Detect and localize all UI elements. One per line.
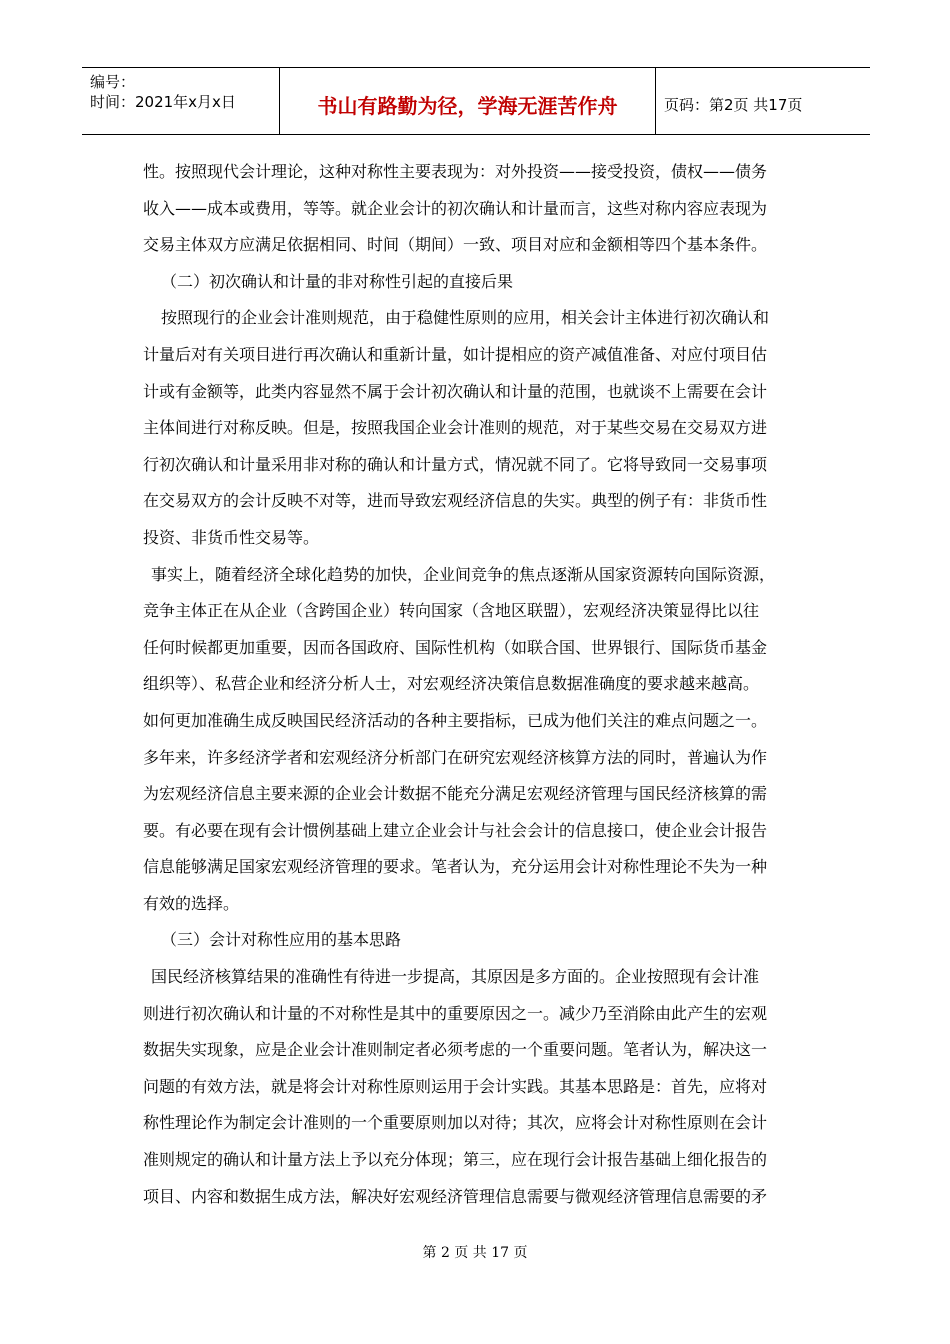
body-line: 数据失实现象，应是企业会计准则制定者必须考虑的一个重要问题。笔者认为，解决这一 — [143, 1040, 768, 1060]
body-line: 项目、内容和数据生成方法，解决好宏观经济管理信息需要与微观经济管理信息需要的矛 — [143, 1186, 768, 1206]
footer-page-number: 第 2 页 共 17 页 — [422, 1245, 528, 1261]
section-heading: （三）会计对称性应用的基本思路 — [161, 930, 402, 950]
body-line: 按照现行的企业会计准则规范，由于稳健性原则的应用，相关会计主体进行初次确认和 — [161, 308, 770, 328]
body-line: 如何更加准确生成反映国民经济活动的各种主要指标，已成为他们关注的难点问题之一。 — [143, 710, 768, 730]
body-line: 计或有金额等，此类内容显然不属于会计初次确认和计量的范围，也就谈不上需要在会计 — [143, 381, 768, 401]
body-line: 国民经济核算结果的准确性有待进一步提高，其原因是多方面的。企业按照现有会计准 — [151, 967, 760, 987]
body-line: 主体间进行对称反映。但是，按照我国企业会计准则的规范，对于某些交易在交易双方进 — [143, 418, 768, 438]
header-meta-cell — [82, 68, 280, 134]
body-line: 称性理论作为制定会计准则的一个重要原则加以对待；其次，应将会计对称性原则在会计 — [143, 1113, 768, 1133]
section-heading: （二）初次确认和计量的非对称性引起的直接后果 — [161, 271, 514, 291]
body-line: 为宏观经济信息主要来源的企业会计数据不能充分满足宏观经济管理与国民经济核算的需 — [143, 784, 768, 804]
page-footer — [0, 1242, 950, 1262]
header-page-cell — [656, 68, 870, 134]
date-label: 时间：2021年x月x日 — [90, 93, 236, 111]
body-line: 要。有必要在现有会计惯例基础上建立企业会计与社会会计的信息接口，使企业会计报告 — [143, 820, 768, 840]
body-line: 多年来，许多经济学者和宏观经济分析部门在研究宏观经济核算方法的同时，普遍认为作 — [143, 747, 768, 767]
body-line: 问题的有效方法，就是将会计对称性原则运用于会计实践。其基本思路是：首先，应将对 — [143, 1076, 768, 1096]
number-label: 编号： — [90, 73, 136, 91]
body-line: 计量后对有关项目进行再次确认和重新计量，如计提相应的资产减值准备、对应付项目估 — [143, 344, 768, 364]
body-line: 信息能够满足国家宏观经济管理的要求。笔者认为，充分运用会计对称性理论不失为一种 — [143, 857, 768, 877]
body-line: 投资、非货币性交易等。 — [143, 527, 320, 547]
body-line: 性。按照现代会计理论，这种对称性主要表现为：对外投资——接受投资，债权——债务 — [143, 162, 768, 181]
body-line: 竞争主体正在从企业（含跨国企业）转向国家（含地区联盟），宏观经济决策显得比以往 — [143, 601, 760, 621]
body-line: 在交易双方的会计反映不对等，进而导致宏观经济信息的失实。典型的例子有：非货币性 — [143, 491, 768, 511]
body-line: 收入——成本或费用，等等。就企业会计的初次确认和计量而言，这些对称内容应表现为 — [143, 198, 768, 218]
body-line: 准则规定的确认和计量方法上予以充分体现；第三，应在现行会计报告基础上细化报告的 — [143, 1150, 768, 1170]
document-body — [143, 154, 811, 1215]
body-line: 则进行初次确认和计量的不对称性是其中的重要原因之一。减少乃至消除由此产生的宏观 — [143, 1003, 768, 1023]
body-line: 任何时候都更加重要，因而各国政府、国际性机构（如联合国、世界银行、国际货币基金 — [143, 637, 768, 657]
body-line: 事实上，随着经济全球化趋势的加快，企业间竞争的焦点逐渐从国家资源转向国际资源， — [151, 564, 776, 584]
body-line: 有效的选择。 — [143, 893, 240, 913]
header-motto-cell — [280, 68, 656, 134]
body-line: 行初次确认和计量采用非对称的确认和计量方式，情况就不同了。它将导致同一交易事项 — [143, 454, 768, 474]
body-line: 交易主体双方应满足依据相同、时间（期间）一致、项目对应和金额相等四个基本条件。 — [143, 235, 768, 255]
page-info: 页码：第2页 共17页 — [664, 95, 803, 114]
body-line: 组织等）、私营企业和经济分析人士，对宏观经济决策信息数据准确度的要求越来越高。 — [143, 674, 760, 694]
page-header — [82, 67, 870, 135]
motto-text: 书山有路勤为径，学海无涯苦作舟 — [317, 93, 618, 118]
